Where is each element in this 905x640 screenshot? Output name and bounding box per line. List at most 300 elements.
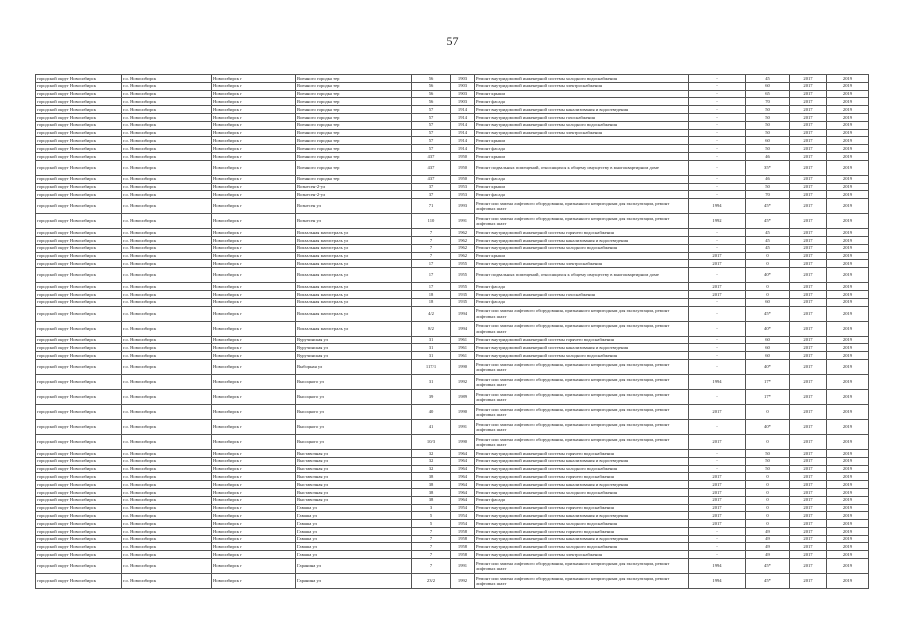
plan-start-cell: 2017	[790, 359, 827, 374]
house-number-cell: 38	[412, 496, 451, 504]
table-row	[36, 551, 869, 559]
city-cell: Новосибирск г	[212, 434, 296, 449]
table-row	[36, 449, 869, 457]
settlement-cell: г.о. Новосибирск	[122, 527, 212, 535]
city-cell: Новосибирск г	[212, 229, 296, 237]
work-type-cell: Ремонт или замена лифтового оборудования, признанного непригодным для эксплуатации, ремонт лифтовых шахт	[475, 574, 689, 589]
street-cell: Гаранина ул	[296, 574, 412, 589]
city-cell: Новосибирск г	[212, 551, 296, 559]
work-type-cell: Ремонт внутридомовой инженерной системы электроснабжения	[475, 82, 689, 90]
municipality-cell: городской округ Новосибирск	[36, 199, 122, 214]
city-cell: Новосибирск г	[212, 504, 296, 512]
work-type-cell: Ремонт крыши	[475, 152, 689, 160]
last-repair-year-cell: 2017	[689, 283, 746, 291]
house-number-cell: 5	[412, 512, 451, 520]
table-row	[36, 236, 869, 244]
plan-start-cell: 2017	[790, 336, 827, 344]
last-repair-year-cell: -	[689, 229, 746, 237]
last-repair-year-cell: -	[689, 244, 746, 252]
city-cell: Новосибирск г	[212, 298, 296, 306]
plan-end-cell: 2019	[827, 121, 869, 129]
house-number-cell: 31	[412, 352, 451, 360]
plan-end-cell: 2019	[827, 344, 869, 352]
street-cell: Гаваша ул	[296, 520, 412, 528]
wear-percent-cell: 60	[746, 137, 790, 145]
last-repair-year-cell: -	[689, 129, 746, 137]
work-type-cell: Ремонт внутридомовой инженерной системы канализования и водоотведения	[475, 344, 689, 352]
municipality-cell: городской округ Новосибирск	[36, 465, 122, 473]
settlement-cell: г.о. Новосибирск	[122, 113, 212, 121]
house-number-cell: 3	[412, 504, 451, 512]
work-type-cell: Ремонт фасада	[475, 145, 689, 153]
settlement-cell: г.о. Новосибирск	[122, 496, 212, 504]
year-built-cell: 1964	[451, 473, 475, 481]
street-cell: Вокзальная магистраль ул	[296, 306, 412, 321]
settlement-cell: г.о. Новосибирск	[122, 404, 212, 419]
year-built-cell: 1991	[451, 419, 475, 434]
last-repair-year-cell: -	[689, 344, 746, 352]
wear-percent-cell: 45	[746, 244, 790, 252]
last-repair-year-cell: -	[689, 175, 746, 183]
municipality-cell: городской округ Новосибирск	[36, 306, 122, 321]
plan-end-cell: 2019	[827, 321, 869, 336]
settlement-cell: г.о. Новосибирск	[122, 145, 212, 153]
work-type-cell: Ремонт внутридомовой инженерной системы газоснабжения	[475, 290, 689, 298]
last-repair-year-cell: -	[689, 268, 746, 283]
street-cell: Вознесен-2-ул	[296, 183, 412, 191]
city-cell: Новосибирск г	[212, 359, 296, 374]
table-row	[36, 344, 869, 352]
year-built-cell: 1953	[451, 191, 475, 199]
municipality-cell: городской округ Новосибирск	[36, 121, 122, 129]
plan-start-cell: 2017	[790, 559, 827, 574]
last-repair-year-cell: 2017	[689, 481, 746, 489]
settlement-cell: г.о. Новосибирск	[122, 75, 212, 83]
street-cell: Выставочная ул	[296, 496, 412, 504]
wear-percent-cell: 40*	[746, 359, 790, 374]
plan-end-cell: 2019	[827, 90, 869, 98]
street-cell: Вознесен-2-ул	[296, 191, 412, 199]
last-repair-year-cell: 2017	[689, 520, 746, 528]
street-cell: Военного городка тер	[296, 90, 412, 98]
house-number-cell: 110	[412, 214, 451, 229]
municipality-cell: городской округ Новосибирск	[36, 574, 122, 589]
year-built-cell: 1953	[451, 183, 475, 191]
last-repair-year-cell: -	[689, 113, 746, 121]
wear-percent-cell: 49	[746, 543, 790, 551]
wear-percent-cell: 50	[746, 449, 790, 457]
street-cell: Военного городка тер	[296, 106, 412, 114]
last-repair-year-cell: -	[689, 191, 746, 199]
settlement-cell: г.о. Новосибирск	[122, 465, 212, 473]
work-type-cell: Ремонт или замена лифтового оборудования, признанного непригодным для эксплуатации, ремонт лифтовых шахт	[475, 389, 689, 404]
municipality-cell: городской округ Новосибирск	[36, 98, 122, 106]
wear-percent-cell: 0	[746, 496, 790, 504]
plan-start-cell: 2017	[790, 321, 827, 336]
settlement-cell: г.о. Новосибирск	[122, 290, 212, 298]
last-repair-year-cell: -	[689, 160, 746, 175]
city-cell: Новосибирск г	[212, 137, 296, 145]
last-repair-year-cell: -	[689, 106, 746, 114]
work-type-cell: Ремонт или замена лифтового оборудования, признанного непригодным для эксплуатации, ремонт лифтовых шахт	[475, 321, 689, 336]
municipality-cell: городской округ Новосибирск	[36, 449, 122, 457]
plan-start-cell: 2017	[790, 82, 827, 90]
city-cell: Новосибирск г	[212, 457, 296, 465]
plan-start-cell: 2017	[790, 389, 827, 404]
wear-percent-cell: 0	[746, 481, 790, 489]
year-built-cell: 1914	[451, 129, 475, 137]
house-number-cell: 7	[412, 229, 451, 237]
house-number-cell: 56	[412, 75, 451, 83]
work-type-cell: Ремонт внутридомовой инженерной системы канализования и водоотведения	[475, 535, 689, 543]
municipality-cell: городской округ Новосибирск	[36, 496, 122, 504]
plan-end-cell: 2019	[827, 374, 869, 389]
wear-percent-cell: 0	[746, 290, 790, 298]
settlement-cell: г.о. Новосибирск	[122, 559, 212, 574]
city-cell: Новосибирск г	[212, 129, 296, 137]
wear-percent-cell: 0	[746, 504, 790, 512]
table-row	[36, 152, 869, 160]
municipality-cell: городской округ Новосибирск	[36, 268, 122, 283]
year-built-cell: 1958	[451, 535, 475, 543]
street-cell: Вокзальная магистраль ул	[296, 268, 412, 283]
city-cell: Новосибирск г	[212, 82, 296, 90]
municipality-cell: городской округ Новосибирск	[36, 336, 122, 344]
municipality-cell: городской округ Новосибирск	[36, 527, 122, 535]
wear-percent-cell: 35*	[746, 160, 790, 175]
municipality-cell: городской округ Новосибирск	[36, 473, 122, 481]
plan-start-cell: 2017	[790, 98, 827, 106]
year-built-cell: 1991	[451, 214, 475, 229]
city-cell: Новосибирск г	[212, 374, 296, 389]
plan-start-cell: 2017	[790, 199, 827, 214]
plan-end-cell: 2019	[827, 113, 869, 121]
table-row	[36, 574, 869, 589]
street-cell: Вокзальная магистраль ул	[296, 260, 412, 268]
house-number-cell: 23/2	[412, 574, 451, 589]
settlement-cell: г.о. Новосибирск	[122, 268, 212, 283]
wear-percent-cell: 0	[746, 520, 790, 528]
work-type-cell: Ремонт фасада	[475, 98, 689, 106]
house-number-cell: 57	[412, 113, 451, 121]
plan-start-cell: 2017	[790, 152, 827, 160]
settlement-cell: г.о. Новосибирск	[122, 512, 212, 520]
street-cell: Гаваша ул	[296, 543, 412, 551]
plan-end-cell: 2019	[827, 488, 869, 496]
year-built-cell: 1989	[451, 389, 475, 404]
street-cell: Вокзальная магистраль ул	[296, 229, 412, 237]
plan-start-cell: 2017	[790, 465, 827, 473]
wear-percent-cell: 50	[746, 121, 790, 129]
wear-percent-cell: 45*	[746, 559, 790, 574]
wear-percent-cell: 0	[746, 434, 790, 449]
work-type-cell: Ремонт подвальных помещений, относящихся к общему имуществу в многоквартирном доме	[475, 160, 689, 175]
street-cell: Военного городка тер	[296, 137, 412, 145]
municipality-cell: городской округ Новосибирск	[36, 290, 122, 298]
city-cell: Новосибирск г	[212, 352, 296, 360]
street-cell: Вуручинская ул	[296, 352, 412, 360]
street-cell: Военного городка тер	[296, 75, 412, 83]
settlement-cell: г.о. Новосибирск	[122, 183, 212, 191]
last-repair-year-cell: -	[689, 359, 746, 374]
city-cell: Новосибирск г	[212, 512, 296, 520]
settlement-cell: г.о. Новосибирск	[122, 504, 212, 512]
year-built-cell: 1950	[451, 160, 475, 175]
last-repair-year-cell: -	[689, 75, 746, 83]
house-number-cell: 38	[412, 473, 451, 481]
municipality-cell: городской округ Новосибирск	[36, 481, 122, 489]
wear-percent-cell: 49	[746, 535, 790, 543]
capital-repair-table	[35, 74, 869, 589]
city-cell: Новосибирск г	[212, 481, 296, 489]
city-cell: Новосибирск г	[212, 160, 296, 175]
city-cell: Новосибирск г	[212, 559, 296, 574]
street-cell: Военного городка тер	[296, 160, 412, 175]
house-number-cell: 7	[412, 535, 451, 543]
table-row	[36, 183, 869, 191]
plan-end-cell: 2019	[827, 160, 869, 175]
last-repair-year-cell: 2017	[689, 434, 746, 449]
table-row	[36, 488, 869, 496]
plan-start-cell: 2017	[790, 496, 827, 504]
municipality-cell: городской округ Новосибирск	[36, 90, 122, 98]
plan-start-cell: 2017	[790, 298, 827, 306]
plan-start-cell: 2017	[790, 449, 827, 457]
year-built-cell: 1935	[451, 298, 475, 306]
city-cell: Новосибирск г	[212, 306, 296, 321]
last-repair-year-cell: 2017	[689, 404, 746, 419]
plan-end-cell: 2019	[827, 214, 869, 229]
work-type-cell: Ремонт внутридомовой инженерной системы канализования и водоотведения	[475, 512, 689, 520]
table-row	[36, 389, 869, 404]
year-built-cell: 1961	[451, 344, 475, 352]
year-built-cell: 1903	[451, 90, 475, 98]
plan-start-cell: 2017	[790, 374, 827, 389]
city-cell: Новосибирск г	[212, 535, 296, 543]
plan-end-cell: 2019	[827, 268, 869, 283]
city-cell: Новосибирск г	[212, 90, 296, 98]
wear-percent-cell: 60	[746, 336, 790, 344]
city-cell: Новосибирск г	[212, 121, 296, 129]
settlement-cell: г.о. Новосибирск	[122, 344, 212, 352]
year-built-cell: 1994	[451, 306, 475, 321]
municipality-cell: городской округ Новосибирск	[36, 191, 122, 199]
year-built-cell: 1903	[451, 75, 475, 83]
house-number-cell: 71	[412, 199, 451, 214]
plan-end-cell: 2019	[827, 551, 869, 559]
house-number-cell: 37	[412, 191, 451, 199]
year-built-cell: 1935	[451, 290, 475, 298]
municipality-cell: городской округ Новосибирск	[36, 559, 122, 574]
municipality-cell: городской округ Новосибирск	[36, 175, 122, 183]
year-built-cell: 1964	[451, 465, 475, 473]
street-cell: Выставочная ул	[296, 457, 412, 465]
table-row	[36, 82, 869, 90]
settlement-cell: г.о. Новосибирск	[122, 374, 212, 389]
settlement-cell: г.о. Новосибирск	[122, 359, 212, 374]
last-repair-year-cell: 1994	[689, 574, 746, 589]
plan-end-cell: 2019	[827, 129, 869, 137]
wear-percent-cell: 50	[746, 465, 790, 473]
table-row	[36, 252, 869, 260]
table-row	[36, 404, 869, 419]
street-cell: Военного городка тер	[296, 98, 412, 106]
table-row	[36, 283, 869, 291]
last-repair-year-cell: -	[689, 352, 746, 360]
city-cell: Новосибирск г	[212, 527, 296, 535]
plan-start-cell: 2017	[790, 90, 827, 98]
municipality-cell: городской округ Новосибирск	[36, 512, 122, 520]
municipality-cell: городской округ Новосибирск	[36, 82, 122, 90]
house-number-cell: 17	[412, 283, 451, 291]
work-type-cell: Ремонт фасада	[475, 191, 689, 199]
wear-percent-cell: 0	[746, 252, 790, 260]
settlement-cell: г.о. Новосибирск	[122, 488, 212, 496]
work-type-cell: Ремонт внутридомовой инженерной системы горячего водоснабжения	[475, 229, 689, 237]
municipality-cell: городской округ Новосибирск	[36, 535, 122, 543]
year-built-cell: 1914	[451, 145, 475, 153]
year-built-cell: 1914	[451, 106, 475, 114]
table-row	[36, 175, 869, 183]
work-type-cell: Ремонт внутридомовой инженерной системы канализования и водоотведения	[475, 481, 689, 489]
wear-percent-cell: 40*	[746, 268, 790, 283]
street-cell: Гаваша ул	[296, 551, 412, 559]
municipality-cell: городской округ Новосибирск	[36, 113, 122, 121]
last-repair-year-cell: -	[689, 321, 746, 336]
year-built-cell: 1992	[451, 374, 475, 389]
plan-start-cell: 2017	[790, 191, 827, 199]
table-row	[36, 504, 869, 512]
house-number-cell: 32	[412, 457, 451, 465]
plan-start-cell: 2017	[790, 145, 827, 153]
work-type-cell: Ремонт крыши	[475, 183, 689, 191]
plan-end-cell: 2019	[827, 145, 869, 153]
wear-percent-cell: 45	[746, 236, 790, 244]
year-built-cell: 1964	[451, 496, 475, 504]
settlement-cell: г.о. Новосибирск	[122, 336, 212, 344]
municipality-cell: городской округ Новосибирск	[36, 129, 122, 137]
wear-percent-cell: 45	[746, 229, 790, 237]
work-type-cell: Ремонт внутридомовой инженерной системы горячего водоснабжения	[475, 473, 689, 481]
wear-percent-cell: 0	[746, 404, 790, 419]
work-type-cell: Ремонт внутридомовой инженерной системы горячего водоснабжения	[475, 449, 689, 457]
last-repair-year-cell: -	[689, 98, 746, 106]
plan-start-cell: 2017	[790, 481, 827, 489]
plan-start-cell: 2017	[790, 512, 827, 520]
wear-percent-cell: 0	[746, 473, 790, 481]
wear-percent-cell: 0	[746, 283, 790, 291]
municipality-cell: городской округ Новосибирск	[36, 145, 122, 153]
plan-start-cell: 2017	[790, 252, 827, 260]
table-row	[36, 520, 869, 528]
settlement-cell: г.о. Новосибирск	[122, 551, 212, 559]
plan-end-cell: 2019	[827, 543, 869, 551]
last-repair-year-cell: -	[689, 236, 746, 244]
house-number-cell: 57	[412, 121, 451, 129]
plan-start-cell: 2017	[790, 137, 827, 145]
plan-start-cell: 2017	[790, 75, 827, 83]
plan-end-cell: 2019	[827, 404, 869, 419]
plan-end-cell: 2019	[827, 473, 869, 481]
settlement-cell: г.о. Новосибирск	[122, 175, 212, 183]
last-repair-year-cell: 2017	[689, 252, 746, 260]
plan-end-cell: 2019	[827, 419, 869, 434]
municipality-cell: городской округ Новосибирск	[36, 520, 122, 528]
street-cell: Вокзальная магистраль ул	[296, 244, 412, 252]
house-number-cell: 56	[412, 82, 451, 90]
last-repair-year-cell: 1994	[689, 374, 746, 389]
settlement-cell: г.о. Новосибирск	[122, 199, 212, 214]
year-built-cell: 1990	[451, 359, 475, 374]
plan-end-cell: 2019	[827, 481, 869, 489]
work-type-cell: Ремонт внутридомовой инженерной системы холодного водоснабжения	[475, 352, 689, 360]
last-repair-year-cell: 1994	[689, 199, 746, 214]
street-cell: Военного городка тер	[296, 113, 412, 121]
last-repair-year-cell: -	[689, 121, 746, 129]
last-repair-year-cell: -	[689, 82, 746, 90]
plan-start-cell: 2017	[790, 183, 827, 191]
street-cell: Вокзальная магистраль ул	[296, 298, 412, 306]
last-repair-year-cell: -	[689, 465, 746, 473]
wear-percent-cell: 50	[746, 129, 790, 137]
work-type-cell: Ремонт внутридомовой инженерной системы электроснабжения	[475, 129, 689, 137]
house-number-cell: 17	[412, 260, 451, 268]
plan-end-cell: 2019	[827, 306, 869, 321]
plan-start-cell: 2017	[790, 434, 827, 449]
house-number-cell: 7	[412, 551, 451, 559]
municipality-cell: городской округ Новосибирск	[36, 359, 122, 374]
plan-start-cell: 2017	[790, 229, 827, 237]
plan-start-cell: 2017	[790, 290, 827, 298]
table-row	[36, 473, 869, 481]
settlement-cell: г.о. Новосибирск	[122, 252, 212, 260]
work-type-cell: Ремонт или замена лифтового оборудования, признанного непригодным для эксплуатации, ремонт лифтовых шахт	[475, 419, 689, 434]
municipality-cell: городской округ Новосибирск	[36, 244, 122, 252]
street-cell: Выставочная ул	[296, 449, 412, 457]
year-built-cell: 1964	[451, 449, 475, 457]
city-cell: Новосибирск г	[212, 574, 296, 589]
table-row	[36, 298, 869, 306]
street-cell: Вокзальная магистраль ул	[296, 252, 412, 260]
table-row	[36, 374, 869, 389]
street-cell: Высоцкого ул	[296, 374, 412, 389]
street-cell: Высоцкого ул	[296, 419, 412, 434]
plan-start-cell: 2017	[790, 574, 827, 589]
municipality-cell: городской округ Новосибирск	[36, 321, 122, 336]
street-cell: Высоцкого ул	[296, 434, 412, 449]
plan-end-cell: 2019	[827, 359, 869, 374]
settlement-cell: г.о. Новосибирск	[122, 244, 212, 252]
street-cell: Выставочная ул	[296, 481, 412, 489]
wear-percent-cell: 49	[746, 551, 790, 559]
plan-end-cell: 2019	[827, 449, 869, 457]
house-number-cell: 17	[412, 268, 451, 283]
municipality-cell: городской округ Новосибирск	[36, 404, 122, 419]
work-type-cell: Ремонт внутридомовой инженерной системы холодного водоснабжения	[475, 75, 689, 83]
table-row	[36, 465, 869, 473]
plan-end-cell: 2019	[827, 465, 869, 473]
plan-end-cell: 2019	[827, 520, 869, 528]
work-type-cell: Ремонт внутридомовой инженерной системы горячего водоснабжения	[475, 504, 689, 512]
work-type-cell: Ремонт или замена лифтового оборудования, признанного непригодным для эксплуатации, ремонт лифтовых шахт	[475, 434, 689, 449]
work-type-cell: Ремонт или замена лифтового оборудования, признанного непригодным для эксплуатации, ремонт лифтовых шахт	[475, 404, 689, 419]
municipality-cell: городской округ Новосибирск	[36, 137, 122, 145]
municipality-cell: городской округ Новосибирск	[36, 229, 122, 237]
city-cell: Новосибирск г	[212, 496, 296, 504]
settlement-cell: г.о. Новосибирск	[122, 306, 212, 321]
work-type-cell: Ремонт внутридомовой инженерной системы холодного водоснабжения	[475, 488, 689, 496]
settlement-cell: г.о. Новосибирск	[122, 520, 212, 528]
